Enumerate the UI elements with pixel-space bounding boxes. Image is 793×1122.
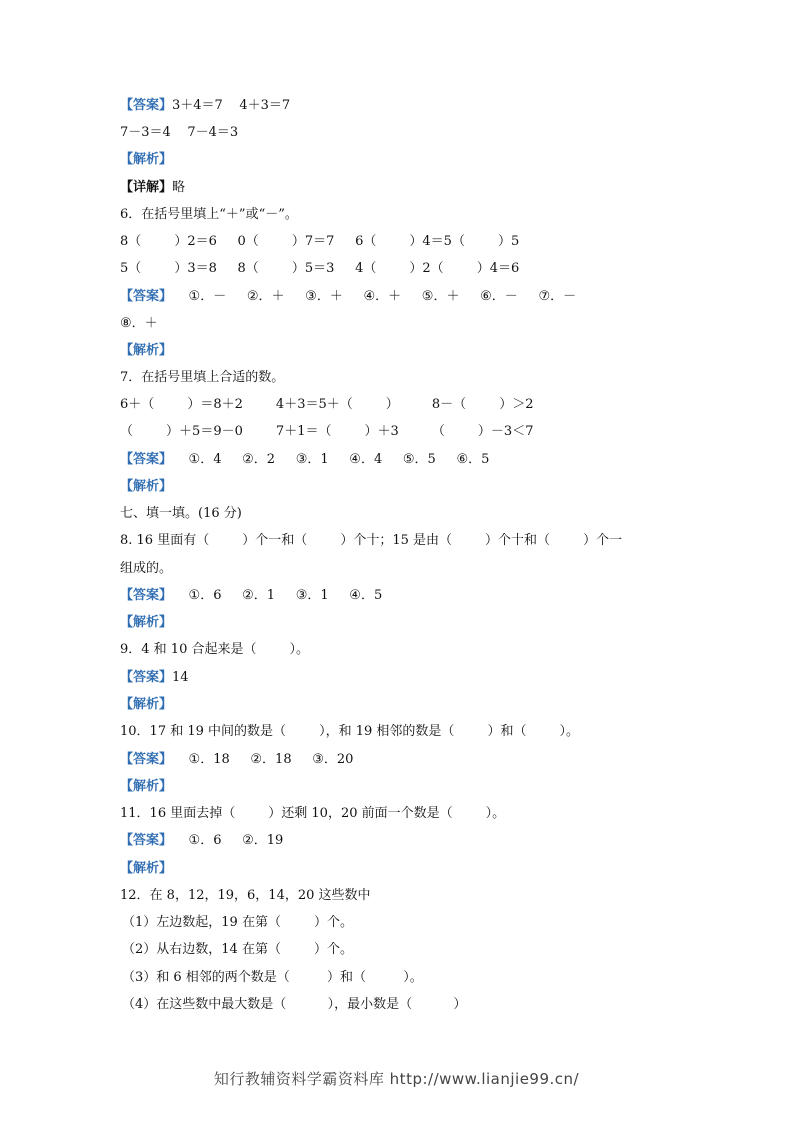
text-line xyxy=(122,911,693,935)
line-text: 8（ ）2＝6 0（ ）7＝7 6（ ）4＝5（ ）5 xyxy=(120,234,520,249)
text-line xyxy=(120,611,693,635)
line-text: 6．在括号里填上“＋”或“－”。 xyxy=(120,207,298,222)
text-line xyxy=(122,938,693,962)
line-tag: 【解析】 xyxy=(120,861,173,876)
text-line xyxy=(120,230,693,254)
line-tag: 【解析】 xyxy=(120,779,173,794)
line-text: 14 xyxy=(172,670,189,685)
text-line xyxy=(120,339,693,363)
line-text: 8. 16 里面有（ ）个一和（ ）个十；15 是由（ ）个十和（ ）个一 xyxy=(120,533,623,548)
line-text: 6＋（ ）＝8＋2 4＋3＝5＋（ ） 8－（ ）＞2 xyxy=(120,397,534,412)
line-text: （4）在这些数中最大数是（ ），最小数是（ ） xyxy=(122,997,467,1012)
line-text: （ ）＋5＝9－0 7＋1＝（ ）＋3 （ ）－3＜7 xyxy=(120,424,534,439)
text-line xyxy=(120,420,693,444)
text-line xyxy=(120,666,693,690)
line-text: （2）从右边数，14 在第（ ）个。 xyxy=(122,942,354,957)
text-line xyxy=(120,448,693,472)
text-line xyxy=(122,966,693,990)
text-line xyxy=(120,529,693,553)
line-text: ①．4 ②．2 ③．1 ④．4 ⑤．5 ⑥．5 xyxy=(172,452,490,467)
line-text: （3）和 6 相邻的两个数是（ ）和（ ）。 xyxy=(122,970,423,985)
line-tag: 【解析】 xyxy=(120,615,173,630)
line-tag: 【详解】 xyxy=(120,180,173,195)
line-tag: 【答案】 xyxy=(120,670,173,685)
text-line xyxy=(120,148,693,172)
line-text: ①．6 ②．19 xyxy=(172,833,284,848)
text-line xyxy=(120,502,693,526)
text-line xyxy=(120,176,693,200)
line-text: ①．－ ②．＋ ③．＋ ④．＋ ⑤．＋ ⑥．－ ⑦．－ xyxy=(172,289,577,304)
text-line xyxy=(120,584,693,608)
line-tag: 【解析】 xyxy=(120,479,173,494)
footer-watermark: 知行教辅资料学霸资料库 http://www.lianjie99.cn/ xyxy=(213,1070,580,1088)
line-tag: 【答案】 xyxy=(120,289,173,304)
line-tag: 【解析】 xyxy=(120,697,173,712)
line-tag: 【答案】 xyxy=(120,98,173,113)
line-text: 3＋4＝7 4＋3＝7 xyxy=(172,98,291,113)
line-text: 11．16 里面去掉（ ）还剩 10，20 前面一个数是（ ）。 xyxy=(120,806,506,821)
text-line xyxy=(120,257,693,281)
text-line xyxy=(122,993,693,1017)
text-line xyxy=(120,802,693,826)
line-text: 略 xyxy=(172,180,186,195)
line-tag: 【答案】 xyxy=(120,452,173,467)
text-line xyxy=(120,748,693,772)
text-line xyxy=(120,775,693,799)
line-text: 七、填一填。(16 分) xyxy=(120,506,242,521)
text-line xyxy=(120,638,693,662)
line-text: 7－3＝4 7－4＝3 xyxy=(120,125,239,140)
line-text: 5（ ）3＝8 8（ ）5＝3 4（ ）2（ ）4＝6 xyxy=(120,261,520,276)
text-line xyxy=(120,285,693,309)
line-tag: 【解析】 xyxy=(120,152,173,167)
line-text: 12．在 8，12，19，6，14，20 这些数中 xyxy=(120,888,371,903)
line-text: 组成的。 xyxy=(120,561,173,576)
line-tag: 【答案】 xyxy=(120,833,173,848)
text-line xyxy=(120,720,693,744)
line-text: 10．17 和 19 中间的数是（ ），和 19 相邻的数是（ ）和（ ）。 xyxy=(120,724,580,739)
line-text: 9．4 和 10 合起来是（ ）。 xyxy=(120,642,310,657)
text-line xyxy=(120,121,693,145)
line-text: （1）左边数起，19 在第（ ）个。 xyxy=(122,915,354,930)
line-tag: 【答案】 xyxy=(120,752,173,767)
line-text: ①．6 ②．1 ③．1 ④．5 xyxy=(172,588,383,603)
text-line xyxy=(120,884,693,908)
text-line xyxy=(120,693,693,717)
line-tag: 【答案】 xyxy=(120,588,173,603)
text-line xyxy=(120,475,693,499)
text-line xyxy=(120,857,693,881)
text-line xyxy=(120,393,693,417)
line-tag: 【解析】 xyxy=(120,343,173,358)
text-line xyxy=(120,312,693,336)
line-text: ⑧．＋ xyxy=(120,316,158,331)
text-line xyxy=(120,366,693,390)
text-line xyxy=(120,94,693,118)
text-line xyxy=(120,557,693,581)
line-text: 7．在括号里填上合适的数。 xyxy=(120,370,285,385)
text-line xyxy=(120,829,693,853)
text-line xyxy=(120,203,693,227)
line-text: ①．18 ②．18 ③．20 xyxy=(172,752,354,767)
